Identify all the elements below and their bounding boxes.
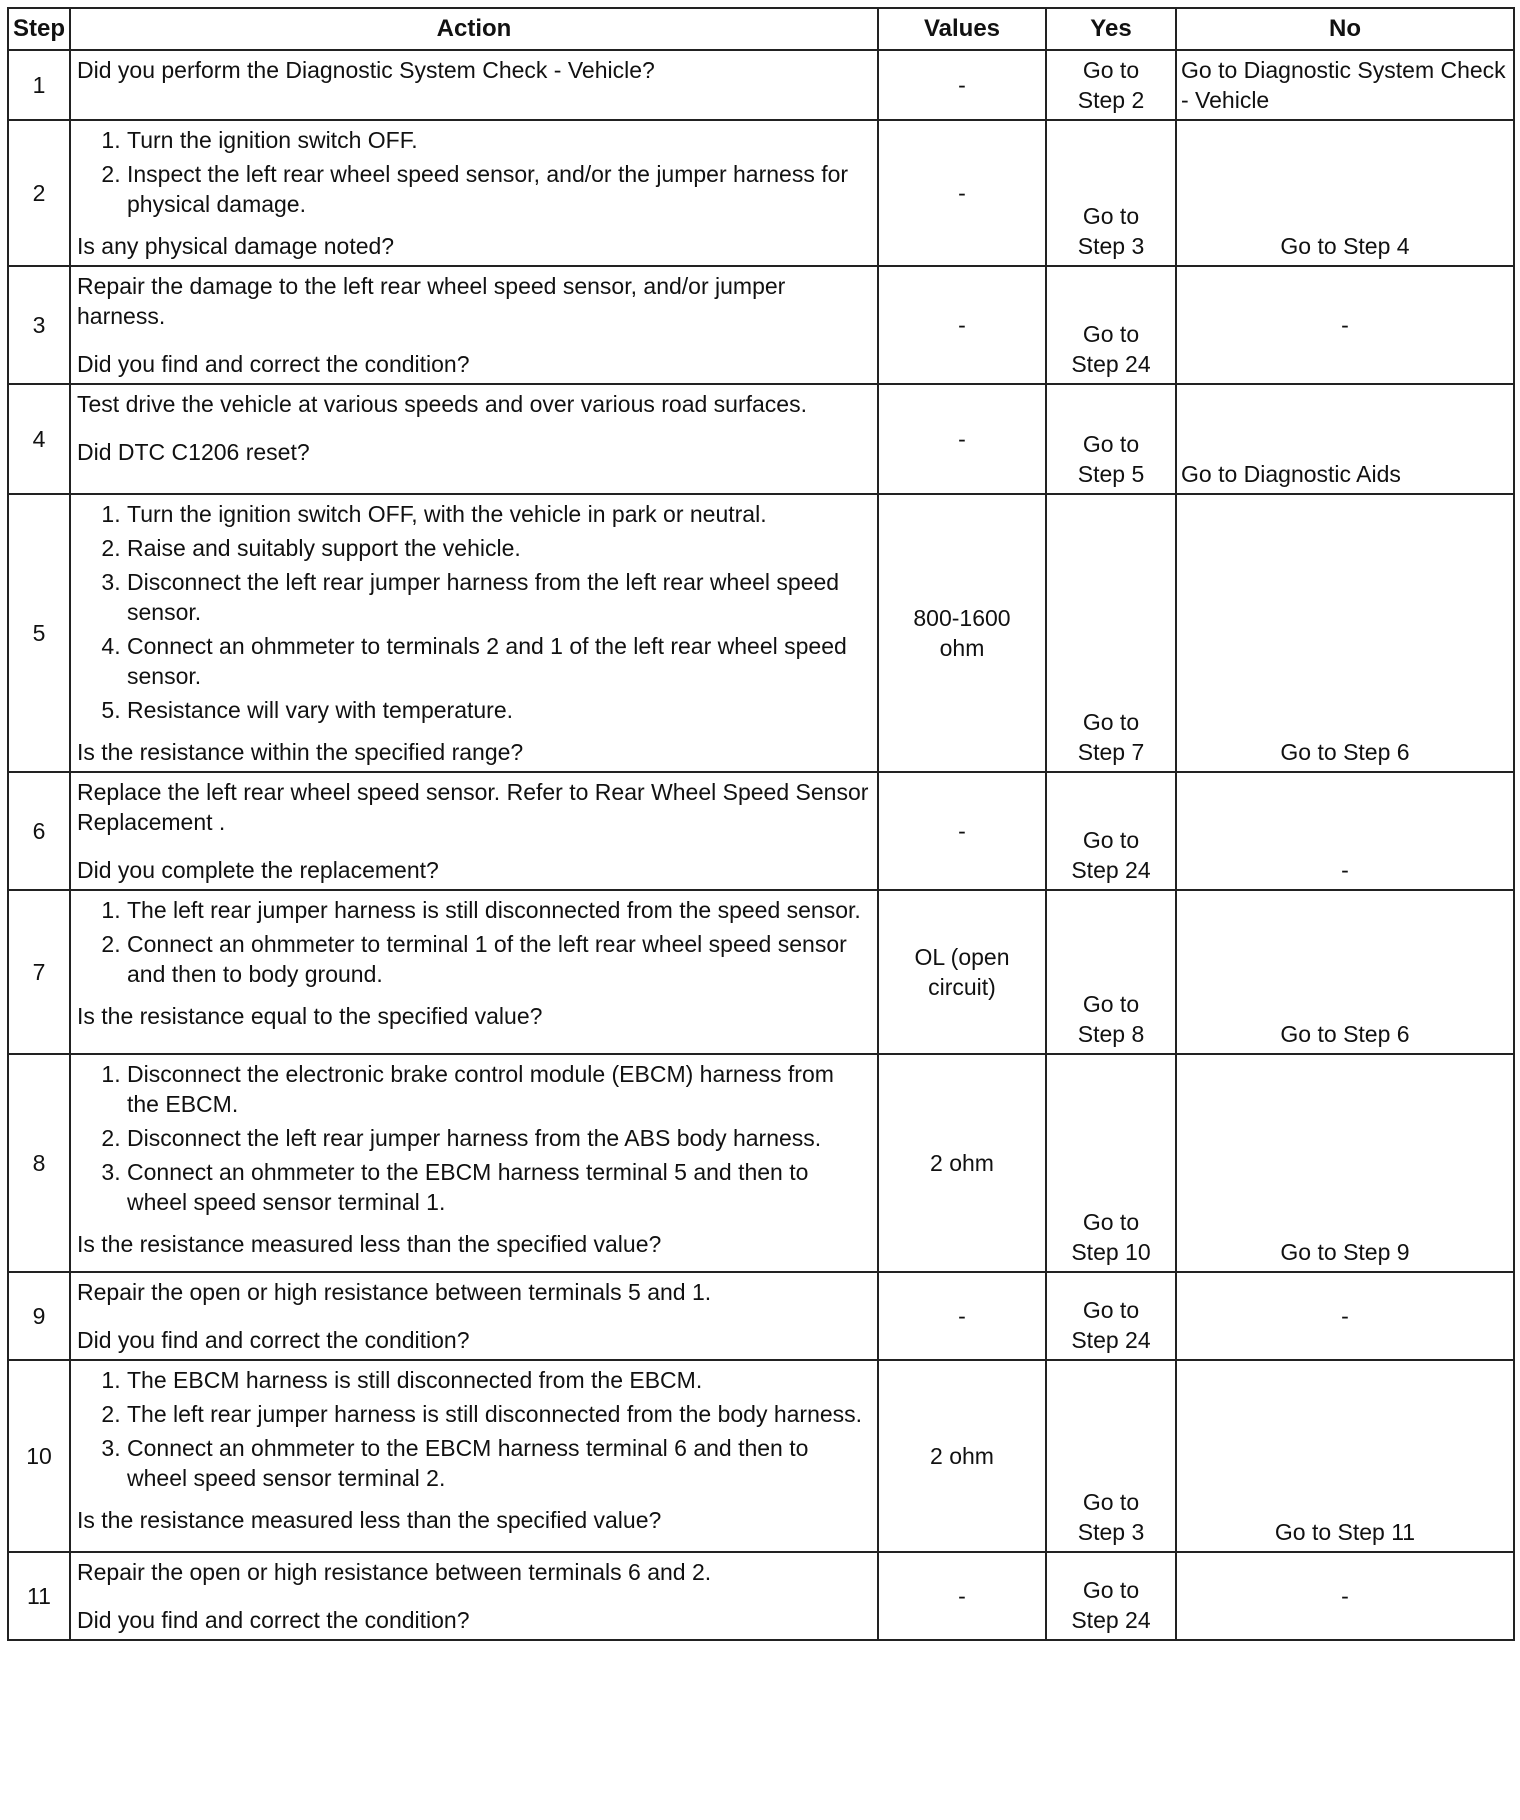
step-number: 9 xyxy=(8,1272,70,1360)
no-goto-link[interactable]: - xyxy=(1341,312,1349,338)
yes-cell xyxy=(1046,1272,1176,1360)
no-goto-link[interactable]: - xyxy=(1341,1583,1349,1609)
action-text: Repair the damage to the left rear wheel speed sensor, and/or jumper harness. xyxy=(77,273,786,329)
no-goto-link[interactable]: Go to Step 6 xyxy=(1280,1021,1410,1047)
action-step-item: 2. Disconnect the left rear jumper harness from the ABS body harness. xyxy=(127,1123,871,1153)
action-cell xyxy=(70,1552,878,1640)
action-step-item: 1. Turn the ignition switch OFF, with the vehicle in park or neutral. xyxy=(127,499,871,529)
no-cell xyxy=(1176,494,1514,772)
no-goto-link[interactable]: Go to Diagnostic System Check - Vehicle xyxy=(1181,57,1506,113)
yes-goto-link[interactable]: Go to Step 24 xyxy=(1071,1577,1151,1633)
action-step-item: 1. Disconnect the electronic brake control module (EBCM) harness from the EBCM. xyxy=(127,1059,871,1119)
yes-cell xyxy=(1046,1054,1176,1272)
values-cell: 2 ohm xyxy=(878,1054,1046,1272)
step-number: 8 xyxy=(8,1054,70,1272)
step-number: 5 xyxy=(8,494,70,772)
step-number: 10 xyxy=(8,1360,70,1552)
action-cell xyxy=(70,1054,878,1272)
table-row xyxy=(8,890,1514,1054)
action-steps-list xyxy=(77,499,871,725)
action-text: Repair the open or high resistance between terminals 5 and 1. xyxy=(77,1279,712,1305)
action-question: Did DTC C1206 reset? xyxy=(77,439,310,465)
action-question: Is the resistance equal to the specified value? xyxy=(77,1003,543,1029)
yes-cell xyxy=(1046,120,1176,266)
step-number: 7 xyxy=(8,890,70,1054)
values-cell: 800-1600 ohm xyxy=(878,494,1046,772)
action-question: Is the resistance within the specified range? xyxy=(77,739,524,765)
table-body xyxy=(8,50,1514,1640)
action-question: Did you find and correct the condition? xyxy=(77,1607,470,1633)
action-step-item: 1. The left rear jumper harness is still disconnected from the speed sensor. xyxy=(127,895,871,925)
no-cell xyxy=(1176,1272,1514,1360)
step-number: 11 xyxy=(8,1552,70,1640)
action-question: Did you find and correct the condition? xyxy=(77,351,470,377)
table-row xyxy=(8,1272,1514,1360)
action-step-item: 3. Connect an ohmmeter to the EBCM harness terminal 6 and then to wheel speed sensor terminal 2. xyxy=(127,1433,871,1493)
no-goto-link[interactable]: Go to Step 11 xyxy=(1274,1519,1416,1545)
values-cell: 2 ohm xyxy=(878,1360,1046,1552)
action-cell xyxy=(70,1360,878,1552)
yes-goto-link[interactable]: Go to Step 3 xyxy=(1077,1489,1145,1545)
values-cell: - xyxy=(878,384,1046,494)
yes-goto-link[interactable]: Go to Step 2 xyxy=(1077,57,1145,113)
action-cell xyxy=(70,50,878,120)
no-goto-link[interactable]: Go to Diagnostic Aids xyxy=(1181,461,1401,487)
no-goto-link[interactable]: - xyxy=(1341,857,1349,883)
no-cell xyxy=(1176,890,1514,1054)
table-row xyxy=(8,772,1514,890)
action-step-item: 1. The EBCM harness is still disconnected from the EBCM. xyxy=(127,1365,871,1395)
no-goto-link[interactable]: Go to Step 4 xyxy=(1280,233,1410,259)
yes-goto-link[interactable]: Go to Step 3 xyxy=(1077,203,1145,259)
table-row xyxy=(8,1552,1514,1640)
header-values: Values xyxy=(878,8,1046,50)
no-goto-link[interactable]: - xyxy=(1341,1303,1349,1329)
yes-cell xyxy=(1046,50,1176,120)
header-no: No xyxy=(1176,8,1514,50)
yes-goto-link[interactable]: Go to Step 7 xyxy=(1077,709,1145,765)
action-cell xyxy=(70,384,878,494)
values-cell: - xyxy=(878,1272,1046,1360)
action-question: Is the resistance measured less than the specified value? xyxy=(77,1231,662,1257)
table-row xyxy=(8,384,1514,494)
yes-goto-link[interactable]: Go to Step 24 xyxy=(1071,321,1151,377)
action-cell xyxy=(70,120,878,266)
action-steps-list xyxy=(77,1059,871,1217)
yes-goto-link[interactable]: Go to Step 10 xyxy=(1071,1209,1151,1265)
no-cell xyxy=(1176,1054,1514,1272)
action-step-item: 1. Turn the ignition switch OFF. xyxy=(127,125,871,155)
yes-goto-link[interactable]: Go to Step 8 xyxy=(1077,991,1145,1047)
values-cell: - xyxy=(878,120,1046,266)
header-yes: Yes xyxy=(1046,8,1176,50)
diagnostic-table-container xyxy=(7,7,1513,1641)
action-question: Is any physical damage noted? xyxy=(77,233,395,259)
values-cell: OL (open circuit) xyxy=(878,890,1046,1054)
values-cell: - xyxy=(878,772,1046,890)
no-cell xyxy=(1176,266,1514,384)
table-row xyxy=(8,50,1514,120)
step-number: 6 xyxy=(8,772,70,890)
yes-cell xyxy=(1046,266,1176,384)
action-text: Test drive the vehicle at various speeds and over various road surfaces. xyxy=(77,391,807,417)
action-step-item: 2. Inspect the left rear wheel speed sensor, and/or the jumper harness for physical damage. xyxy=(127,159,871,219)
yes-cell xyxy=(1046,1360,1176,1552)
table-row xyxy=(8,120,1514,266)
action-cell xyxy=(70,890,878,1054)
action-question: Did you complete the replacement? xyxy=(77,857,439,883)
table-row xyxy=(8,1054,1514,1272)
action-step-item: 2. Raise and suitably support the vehicle. xyxy=(127,533,871,563)
action-steps-list xyxy=(77,125,871,219)
action-step-item: 5. Resistance will vary with temperature. xyxy=(127,695,871,725)
table-row xyxy=(8,494,1514,772)
no-cell xyxy=(1176,1552,1514,1640)
header-row xyxy=(8,8,1514,50)
action-text: Replace the left rear wheel speed sensor. Refer to Rear Wheel Speed Sensor Replacement . xyxy=(77,779,869,835)
no-goto-link[interactable]: Go to Step 6 xyxy=(1280,739,1410,765)
no-cell xyxy=(1176,384,1514,494)
action-step-item: 2. The left rear jumper harness is still disconnected from the body harness. xyxy=(127,1399,871,1429)
action-question: Did you find and correct the condition? xyxy=(77,1327,470,1353)
action-question: Is the resistance measured less than the specified value? xyxy=(77,1507,662,1533)
yes-cell xyxy=(1046,772,1176,890)
values-cell: - xyxy=(878,266,1046,384)
action-step-item: 2. Connect an ohmmeter to terminal 1 of the left rear wheel speed sensor and then to body ground. xyxy=(127,929,871,989)
action-steps-list xyxy=(77,1365,871,1493)
table-row xyxy=(8,1360,1514,1552)
no-cell xyxy=(1176,1360,1514,1552)
header-step: Step xyxy=(8,8,70,50)
yes-cell xyxy=(1046,384,1176,494)
step-number: 2 xyxy=(8,120,70,266)
action-step-item: 4. Connect an ohmmeter to terminals 2 and 1 of the left rear wheel speed sensor. xyxy=(127,631,871,691)
no-cell xyxy=(1176,120,1514,266)
yes-goto-link[interactable]: Go to Step 24 xyxy=(1071,827,1151,883)
diagnostic-table xyxy=(7,7,1515,1641)
step-number: 3 xyxy=(8,266,70,384)
action-cell xyxy=(70,266,878,384)
action-text: Did you perform the Diagnostic System Check - Vehicle? xyxy=(77,57,655,83)
step-number: 4 xyxy=(8,384,70,494)
yes-cell xyxy=(1046,494,1176,772)
action-cell xyxy=(70,494,878,772)
no-cell xyxy=(1176,772,1514,890)
no-goto-link[interactable]: Go to Step 9 xyxy=(1280,1239,1410,1265)
yes-cell xyxy=(1046,890,1176,1054)
header-action: Action xyxy=(70,8,878,50)
values-cell: - xyxy=(878,50,1046,120)
table-row xyxy=(8,266,1514,384)
action-text: Repair the open or high resistance between terminals 6 and 2. xyxy=(77,1559,712,1585)
yes-cell xyxy=(1046,1552,1176,1640)
no-cell xyxy=(1176,50,1514,120)
values-cell: - xyxy=(878,1552,1046,1640)
action-cell xyxy=(70,772,878,890)
yes-goto-link[interactable]: Go to Step 5 xyxy=(1077,431,1145,487)
yes-goto-link[interactable]: Go to Step 24 xyxy=(1071,1297,1151,1353)
action-steps-list xyxy=(77,895,871,989)
action-step-item: 3. Connect an ohmmeter to the EBCM harness terminal 5 and then to wheel speed sensor terminal 1. xyxy=(127,1157,871,1217)
action-cell xyxy=(70,1272,878,1360)
step-number: 1 xyxy=(8,50,70,120)
action-step-item: 3. Disconnect the left rear jumper harness from the left rear wheel speed sensor. xyxy=(127,567,871,627)
